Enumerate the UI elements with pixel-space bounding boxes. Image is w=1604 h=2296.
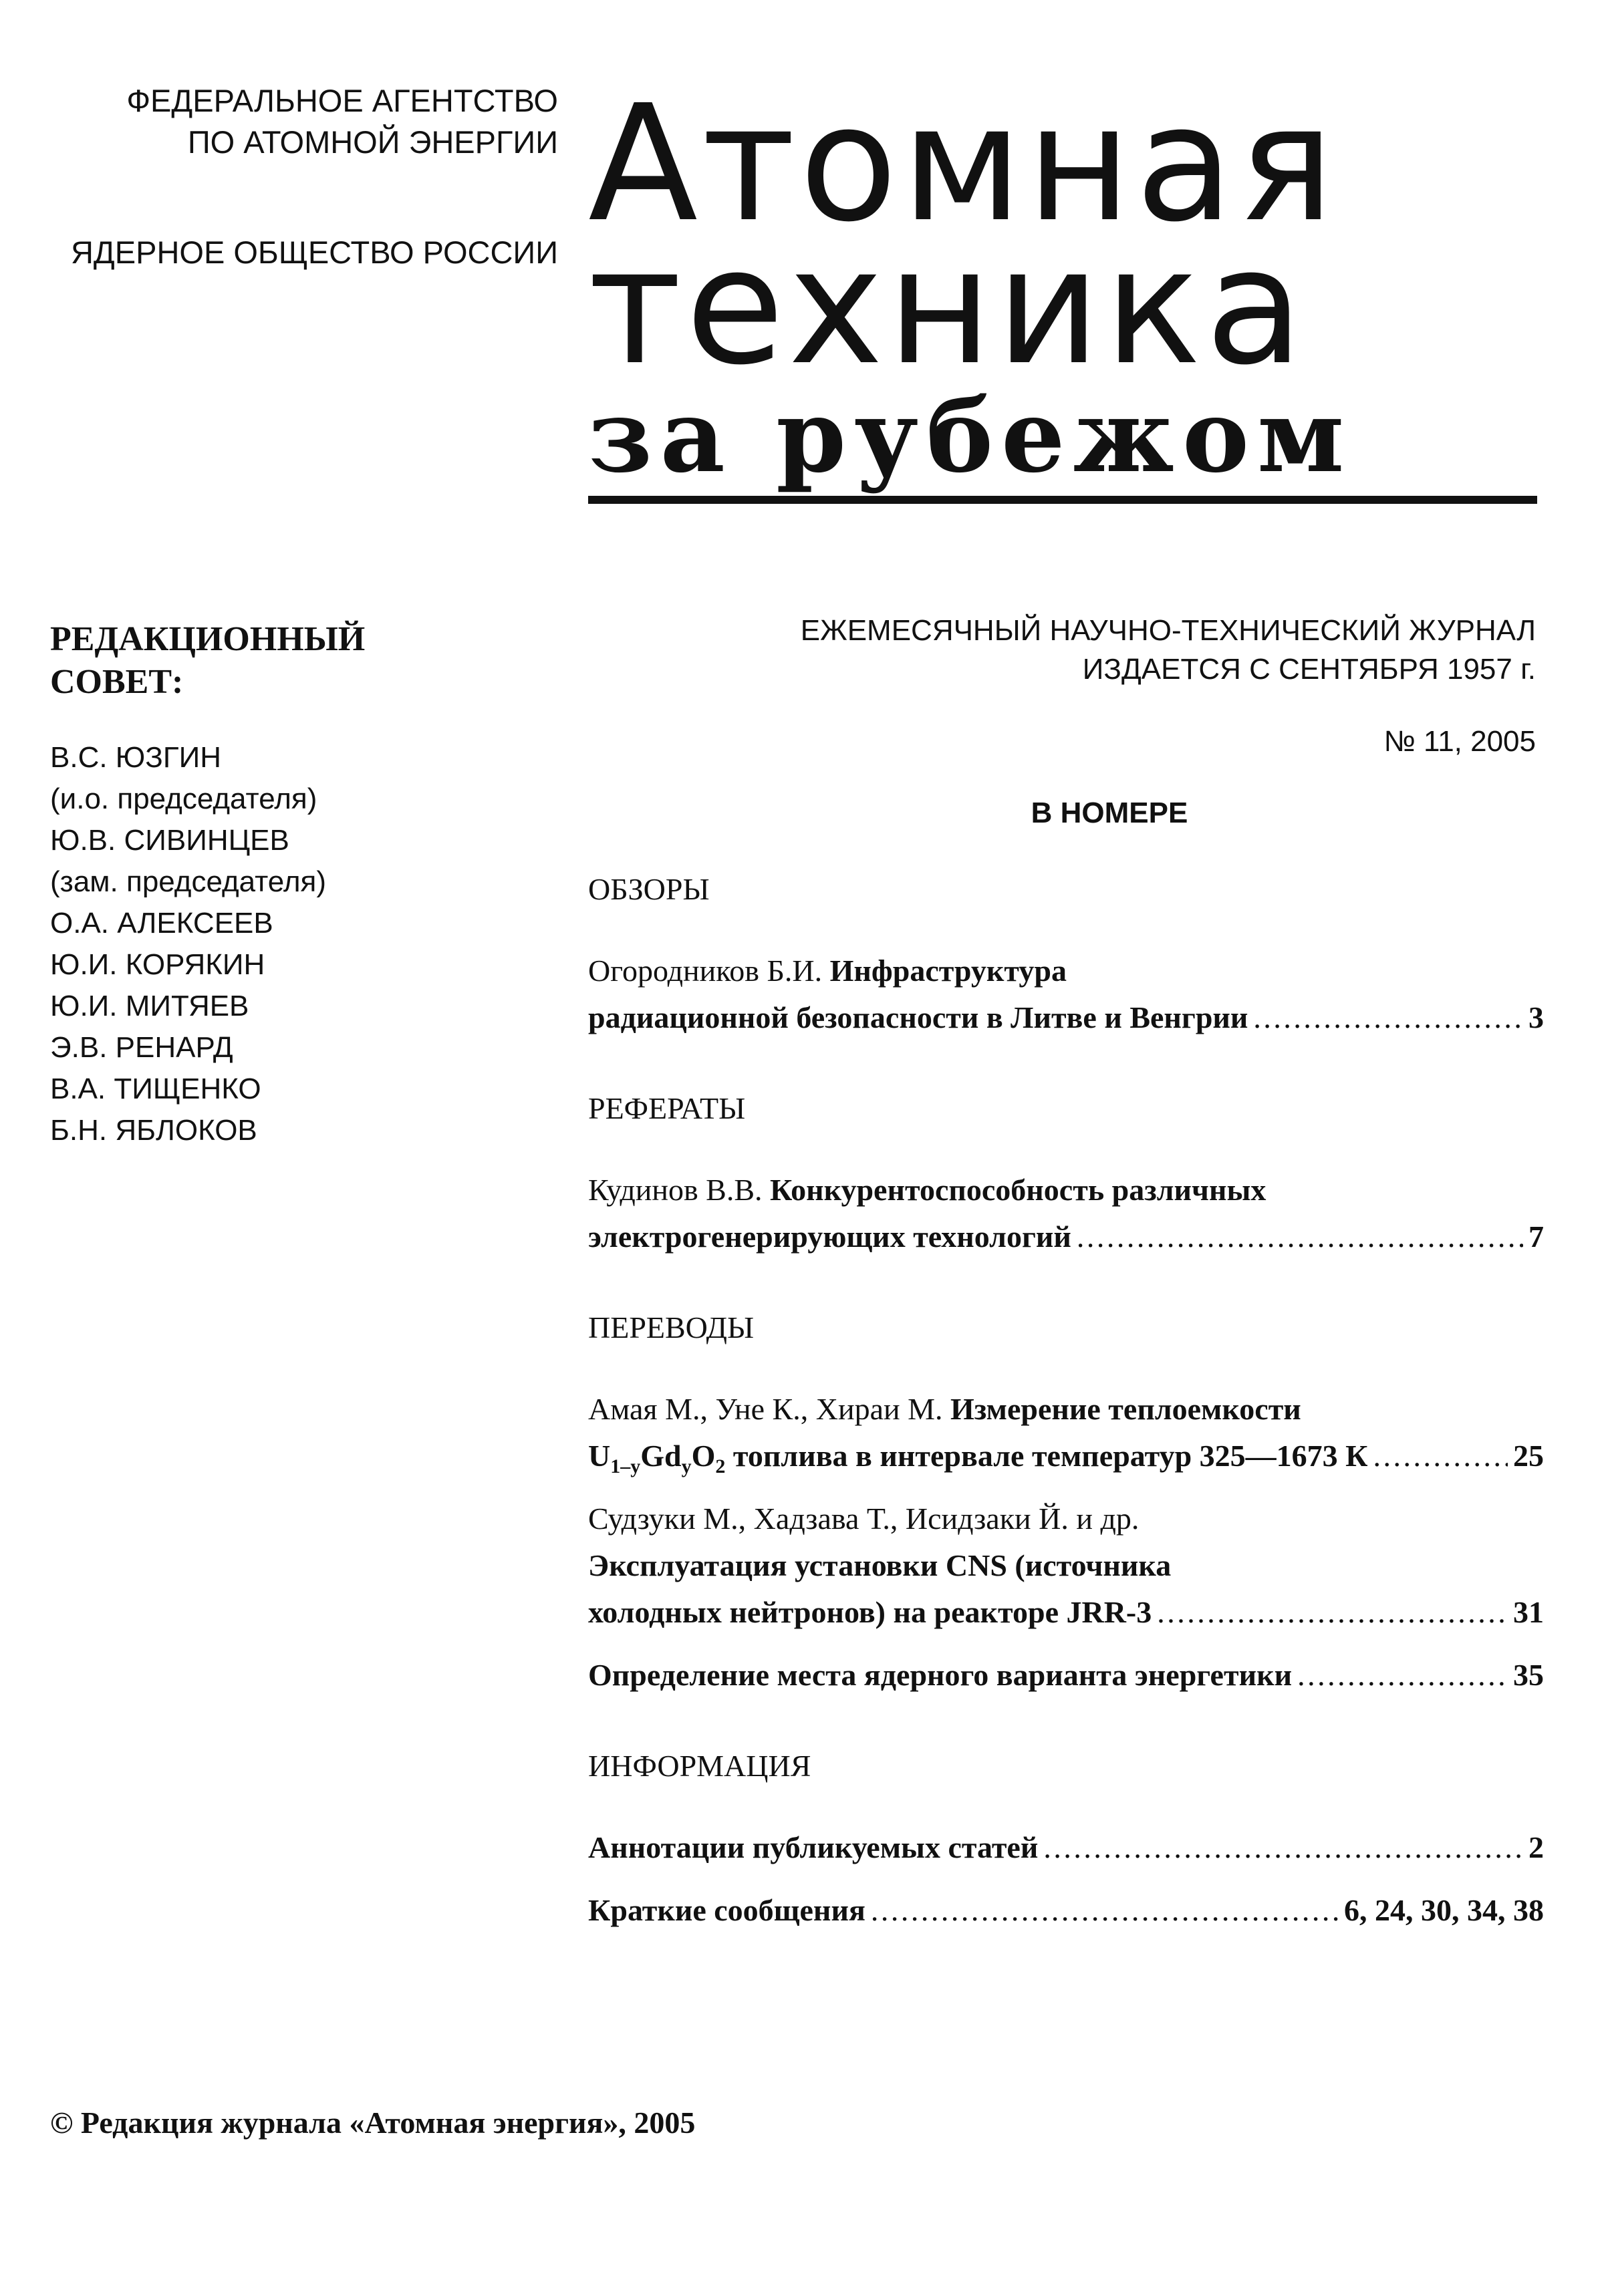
board-member-role: (и.о. председателя) [50,782,317,815]
formula-gd: Gd [640,1439,682,1473]
formula-u: U [588,1439,611,1473]
entry-title: Эксплуатация установки CNS (источника [588,1548,1172,1582]
publisher-line: ПО АТОМНОЙ ЭНЕРГИИ [187,124,558,160]
board-members-list [50,737,518,1151]
leader-dots [871,1887,1339,1934]
board-member: Б.Н. ЯБЛОКОВ [50,1114,257,1147]
entry-title: электрогенерирующих технологий [588,1219,1071,1254]
entry-title [588,1433,1368,1479]
board-member: Э.В. РЕНАРД [50,1031,233,1064]
table-of-contents [588,869,1544,1934]
publisher-block [0,80,558,163]
board-member: В.С. ЮЗГИН [50,741,222,774]
journal-since: ИЗДАЕТСЯ С СЕНТЯБРЯ 1957 г. [1082,653,1536,686]
journal-description [588,611,1536,689]
entry-authors: Огородников Б.И. [588,954,823,988]
copyright-notice: © Редакция журнала «Атомная энергия», 2005 [50,2106,696,2140]
entry-title: радиационной безопасности в Литве и Венгрии [588,1000,1248,1034]
board-member: О.А. АЛЕКСЕЕВ [50,907,273,940]
entry-page: 6, 24, 30, 34, 38 [1344,1893,1544,1927]
entry-page: 35 [1513,1658,1544,1692]
logo-line-atomnaya: Атомная [588,70,1339,257]
entry-page: 2 [1528,1830,1544,1864]
entry-title: холодных нейтронов) на реакторе JRR-3 [588,1595,1152,1629]
entry-page: 31 [1513,1595,1544,1629]
toc-section-heading: ОБЗОРЫ [588,872,710,906]
toc-entry[interactable] [588,1887,1544,1934]
leader-dots [1253,994,1523,1041]
entry-authors: Амая М., Уне К., Хираи М. [588,1392,943,1426]
toc-entry[interactable] [588,948,1544,1041]
logo-line-za-rubezhom: за рубежом [588,378,1353,495]
formula-u-sub: 1–y [610,1455,641,1477]
toc-entry[interactable] [588,1824,1544,1871]
entry-title: Конкурентоспособность различных [770,1173,1266,1207]
journal-frequency: ЕЖЕМЕСЯЧНЫЙ НАУЧНО-ТЕХНИЧЕСКИЙ ЖУРНАЛ [800,614,1536,647]
board-member: Ю.И. КОРЯКИН [50,948,265,981]
board-member: В.А. ТИЩЕНКО [50,1072,261,1105]
issue-number: № 11, 2005 [1383,725,1536,758]
board-member: Ю.И. МИТЯЕВ [50,990,249,1022]
logo-divider [588,496,1537,504]
board-member: Ю.В. СИВИНЦЕВ [50,824,289,857]
toc-section-heading: ИНФОРМАЦИЯ [588,1749,811,1783]
editorial-board [50,618,518,1151]
toc-entry[interactable] [588,1386,1544,1479]
entry-title-rest: топлива в интервале температур 325—1673 К [732,1439,1368,1473]
entry-authors: Судзуки М., Хадзава Т., Исидзаки Й. и др. [588,1501,1140,1536]
toc-section-heading: РЕФЕРАТЫ [588,1091,746,1125]
entry-page: 3 [1528,1000,1544,1034]
entry-title: Измерение теплоемкости [950,1392,1301,1426]
entry-title: Краткие сообщения [588,1893,865,1927]
leader-dots [1157,1589,1508,1636]
leader-dots [1077,1213,1523,1260]
board-title: РЕДАКЦИОННЫЙ СОВЕТ: [50,620,366,701]
contents-heading: В НОМЕРЕ [1031,797,1188,829]
entry-title: Аннотации публикуемых статей [588,1830,1039,1864]
board-member-role: (зам. председателя) [50,865,326,898]
publisher-line: ФЕДЕРАЛЬНОЕ АГЕНТСТВО [126,83,558,118]
leader-dots [1297,1652,1508,1699]
leader-dots [1043,1824,1523,1871]
toc-section-heading: ПЕРЕВОДЫ [588,1310,755,1344]
entry-authors: Кудинов В.В. [588,1173,763,1207]
entry-title: Инфраструктура [829,954,1067,988]
formula-o: O [691,1439,716,1473]
entry-page: 25 [1513,1439,1544,1473]
society-name: ЯДЕРНОЕ ОБЩЕСТВО РОССИИ [70,235,558,270]
toc-entry[interactable] [588,1167,1544,1260]
leader-dots [1373,1433,1508,1479]
journal-logo [588,70,1537,495]
toc-entry[interactable] [588,1495,1544,1636]
entry-title: Определение места ядерного варианта энергетики [588,1658,1293,1692]
toc-entry[interactable] [588,1652,1544,1699]
entry-page: 7 [1528,1219,1544,1254]
formula-gd-sub: y [681,1455,692,1477]
formula-o-sub: 2 [715,1455,726,1477]
logo-line-tekhnika: техника [588,213,1308,400]
